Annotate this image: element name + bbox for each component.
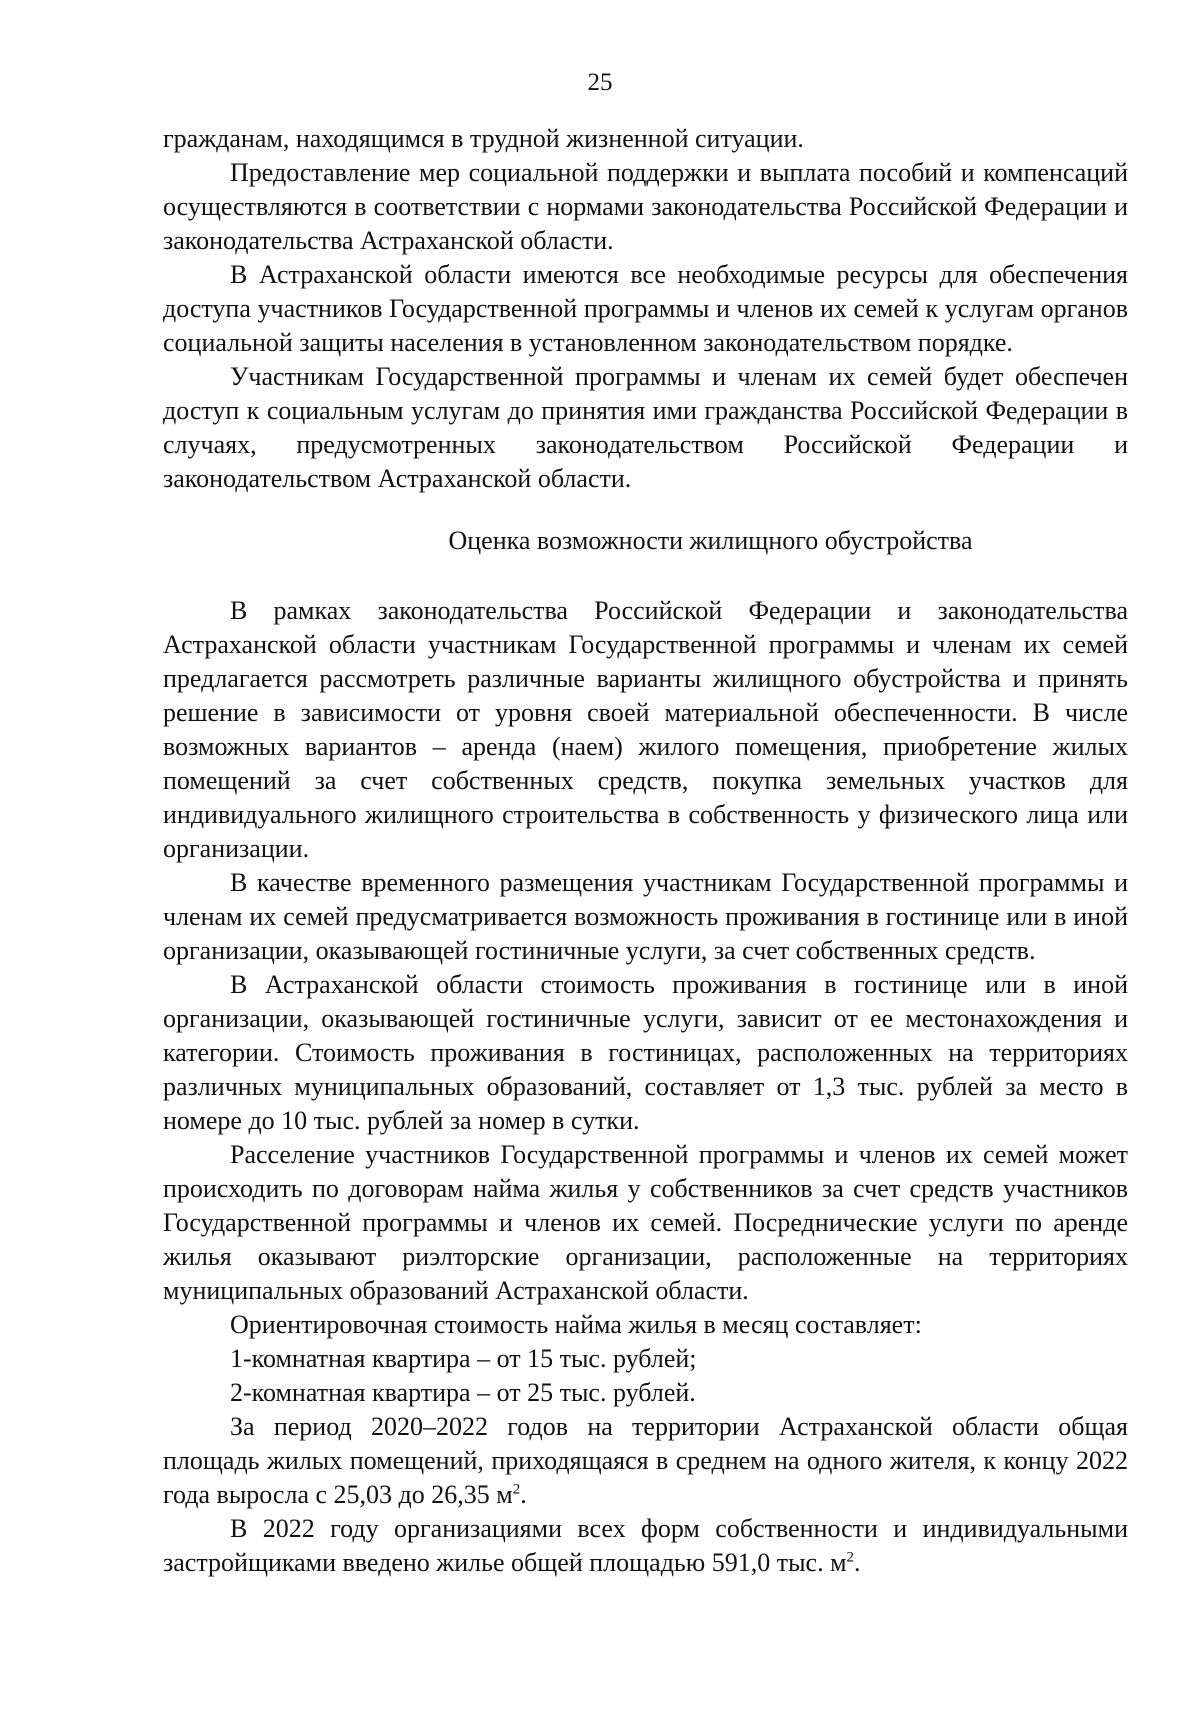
paragraph-housing-commissioned	[163, 1512, 1128, 1580]
paragraph-continuation: гражданам, находящимся в трудной жизненной ситуации.	[163, 124, 804, 153]
paragraph-hotel-cost: В Астраханской области стоимость проживания в гостинице или в иной организации, оказывающей гостиничные услуги, зависит от ее местонахождения и категории. Стоимость проживания в гостиницах, расположенных на территориях различных муниципальных образований, составляет от 1,3 тыс. рублей за место в номере до 10 тыс. рублей за номер в сутки.	[163, 970, 1128, 1135]
paragraph-living-area	[163, 1410, 1128, 1512]
paragraph-temporary-accommodation: В качестве временного размещения участникам Государственной программы и членам их семей предусматривается возможность проживания в гостинице или в иной организации, оказывающей гостиничные услуги, за счет собственных средств.	[163, 868, 1128, 965]
housing-commissioned-text: В 2022 году организациями всех форм собственности и индивидуальными застройщиками введено жилье общей площадью 591,0 тыс. м	[163, 1514, 1128, 1577]
paragraph-social-services-access: Участникам Государственной программы и членам их семей будет обеспечен доступ к социальным услугам до принятия ими гражданства Российской Федерации в случаях, предусмотренных законодательством Российской Федерации и законодательством Астраханской области.	[163, 362, 1128, 493]
square-superscript: 2	[846, 1549, 855, 1566]
paragraph-housing-options: В рамках законодательства Российской Федерации и законодательства Астраханской области участникам Государственной программы и членам их семей предлагается рассмотреть различные варианты жилищного обустройства и принять решение в зависимости от уровня своей материальной обеспеченности. В числе возможных вариантов – аренда (наем) жилого помещения, приобретение жилых помещений за счет собственных средств, покупка земельных участков для индивидуального жилищного строительства в собственность у физического лица или организации.	[163, 596, 1128, 863]
living-area-end: .	[520, 1480, 527, 1509]
section-title: Оценка возможности жилищного обустройства	[448, 526, 973, 555]
paragraph-resources: В Астраханской области имеются все необходимые ресурсы для обеспечения доступа участников Государственной программы и членов их семей к услугам органов социальной защиты населения в установленном законодательством порядке.	[163, 260, 1128, 357]
square-superscript: 2	[512, 1481, 521, 1498]
housing-commissioned-end: .	[854, 1548, 861, 1577]
list-item-two-room: 2-комнатная квартира – от 25 тыс. рублей.	[230, 1378, 696, 1407]
living-area-text: За период 2020–2022 годов на территории Астраханской области общая площадь жилых помещений, приходящаяся в среднем на одного жителя, к концу 2022 года выросла с 25,03 до 26,35 м	[163, 1412, 1128, 1509]
paragraph-rental-settlement: Расселение участников Государственной программы и членов их семей может происходить по договорам найма жилья у собственников за счет средств участников Государственной программы и членов их семей. Посреднические услуги по аренде жилья оказывают риэлторские организации, расположенные на территориях муниципальных образований Астраханской области.	[163, 1140, 1128, 1305]
document-body	[163, 122, 1128, 1580]
paragraph-social-support: Предоставление мер социальной поддержки и выплата пособий и компенсаций осуществляются в соответствии с нормами законодательства Российской Федерации и законодательства Астраханской области.	[163, 158, 1128, 255]
paragraph-rent-cost-intro: Ориентировочная стоимость найма жилья в месяц составляет:	[230, 1310, 922, 1339]
page-number: 25	[587, 69, 613, 96]
list-item-one-room: 1-комнатная квартира – от 15 тыс. рублей;	[230, 1344, 697, 1373]
